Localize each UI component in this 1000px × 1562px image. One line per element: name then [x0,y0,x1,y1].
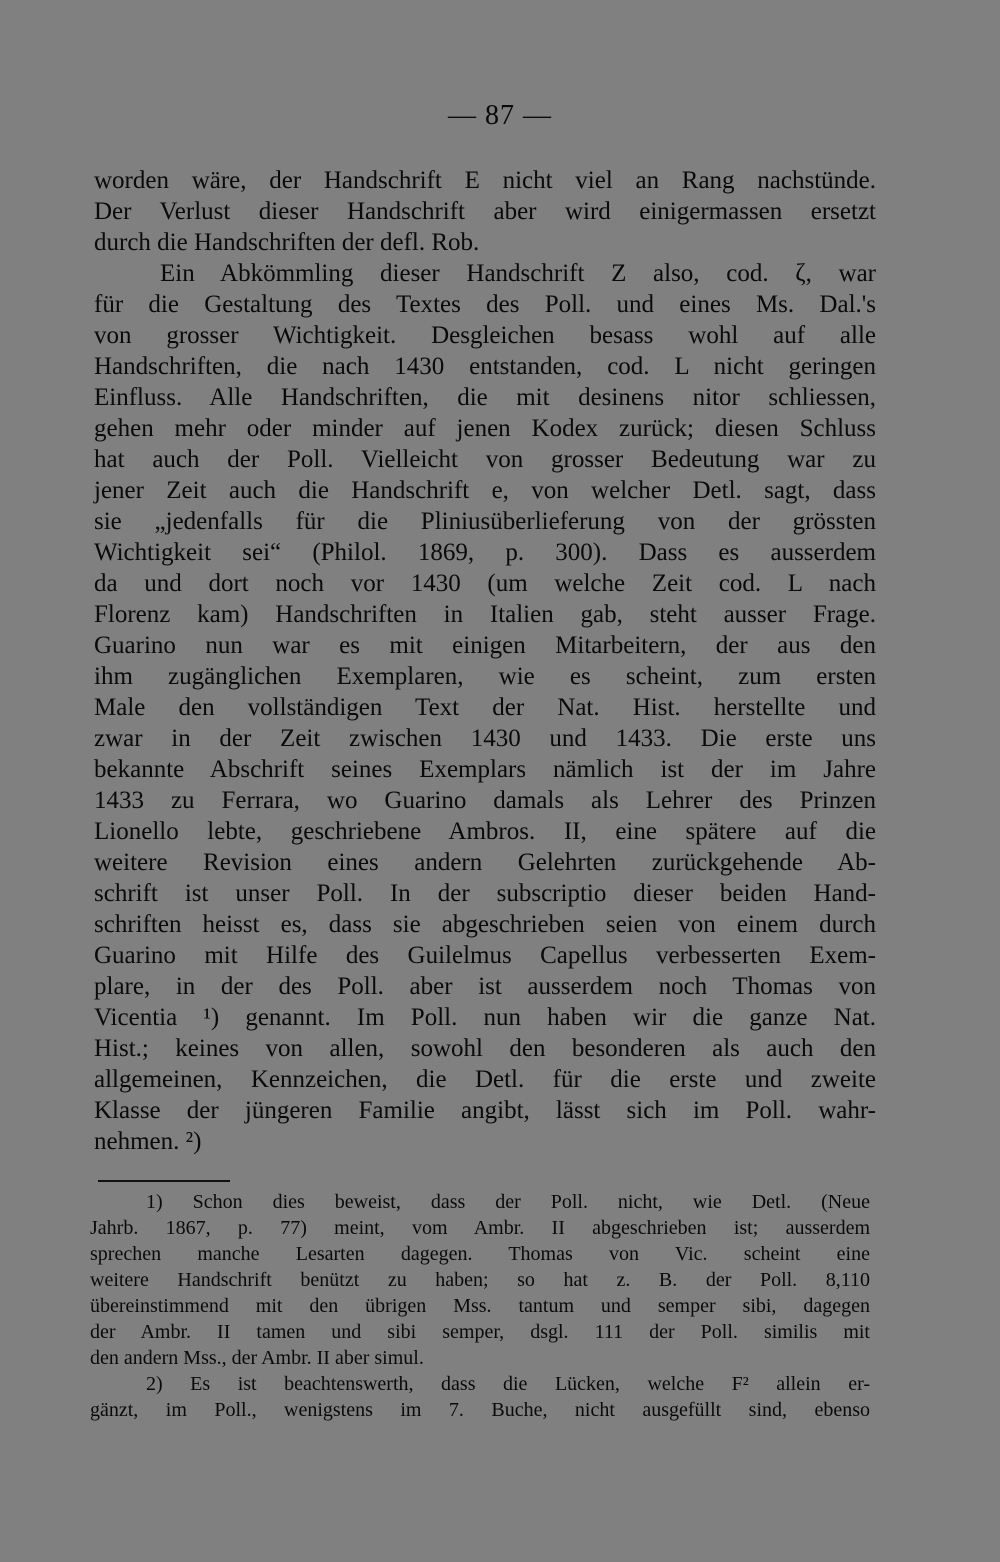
text-line: schriften heisst es, dass sie abgeschrieben seien von einem durch [94,911,876,938]
page-number: — 87 — [448,100,552,131]
text-line: da und dort noch vor 1430 (um welche Zeit cod. L nach [94,570,876,597]
main-text-block [94,165,876,1157]
text-line: weitere Revision eines andern Gelehrten zurückgehende Ab- [94,849,876,876]
footnote-line: den andern Mss., der Ambr. II aber simul. [90,1347,424,1369]
text-line: Male den vollständigen Text der Nat. Hist. herstellte und [94,694,876,721]
text-line: allgemeinen, Kennzeichen, die Detl. für die erste und zweite [94,1066,876,1093]
text-line: jener Zeit auch die Handschrift e, von welcher Detl. sagt, dass [94,477,876,504]
text-line: schrift ist unser Poll. In der subscriptio dieser beiden Hand- [94,880,876,907]
footnote-divider [98,1180,230,1182]
text-line: Vicentia ¹) genannt. Im Poll. nun haben wir die ganze Nat. [94,1004,876,1031]
text-line: ihm zugänglichen Exemplaren, wie es scheint, zum ersten [94,663,876,690]
text-line: durch die Handschriften der defl. Rob. [94,229,480,256]
text-line: worden wäre, der Handschrift E nicht viel an Rang nachstünde. [94,167,876,194]
text-line: bekannte Abschrift seines Exemplars nämlich ist der im Jahre [94,756,876,783]
text-line: zwar in der Zeit zwischen 1430 und 1433. Die erste uns [94,725,876,752]
footnote-line: 2) Es ist beachtenswerth, dass die Lücken, welche F² allein er- [146,1373,870,1395]
text-line: Einfluss. Alle Handschriften, die mit desinens nitor schliessen, [94,384,876,411]
footnote-line: Jahrb. 1867, p. 77) meint, vom Ambr. II abgeschrieben ist; ausserdem [90,1217,870,1239]
footnote-line: weitere Handschrift benützt zu haben; so hat z. B. der Poll. 8,110 [90,1269,870,1291]
text-line: Ein Abkömmling dieser Handschrift Z also, cod. ζ, war [160,260,876,287]
footnote-line: gänzt, im Poll., wenigstens im 7. Buche, nicht ausgefüllt sind, ebenso [90,1399,870,1421]
text-line: hat auch der Poll. Vielleicht von grosser Bedeutung war zu [94,446,876,473]
footnote-line: übereinstimmend mit den übrigen Mss. tantum und semper sibi, dagegen [90,1295,870,1317]
text-line: Guarino nun war es mit einigen Mitarbeitern, der aus den [94,632,876,659]
text-line: Hist.; keines von allen, sowohl den besonderen als auch den [94,1035,876,1062]
text-line: Lionello lebte, geschriebene Ambros. II, eine spätere auf die [94,818,876,845]
footnote-line: der Ambr. II tamen und sibi semper, dsgl. 111 der Poll. similis mit [90,1321,870,1343]
text-line: von grosser Wichtigkeit. Desgleichen besass wohl auf alle [94,322,876,349]
text-line: Florenz kam) Handschriften in Italien gab, steht ausser Frage. [94,601,876,628]
footnotes-block [90,1189,870,1423]
text-line: Handschriften, die nach 1430 entstanden, cod. L nicht geringen [94,353,876,380]
footnote-line: sprechen manche Lesarten dagegen. Thomas von Vic. scheint eine [90,1243,870,1265]
text-line: plare, in der des Poll. aber ist ausserdem noch Thomas von [94,973,876,1000]
text-line: nehmen. ²) [94,1128,202,1155]
text-line: gehen mehr oder minder auf jenen Kodex zurück; diesen Schluss [94,415,876,442]
text-line: Wichtigkeit sei“ (Philol. 1869, p. 300). Dass es ausserdem [94,539,876,566]
text-line: sie „jedenfalls für die Pliniusüberlieferung von der grössten [94,508,876,535]
text-line: für die Gestaltung des Textes des Poll. und eines Ms. Dal.'s [94,291,876,318]
text-line: Klasse der jüngeren Familie angibt, lässt sich im Poll. wahr- [94,1097,876,1124]
text-line: Guarino mit Hilfe des Guilelmus Capellus verbesserten Exem- [94,942,876,969]
footnote-line: 1) Schon dies beweist, dass der Poll. nicht, wie Detl. (Neue [146,1191,870,1213]
text-line: 1433 zu Ferrara, wo Guarino damals als Lehrer des Prinzen [94,787,876,814]
text-line: Der Verlust dieser Handschrift aber wird einigermassen ersetzt [94,198,876,225]
